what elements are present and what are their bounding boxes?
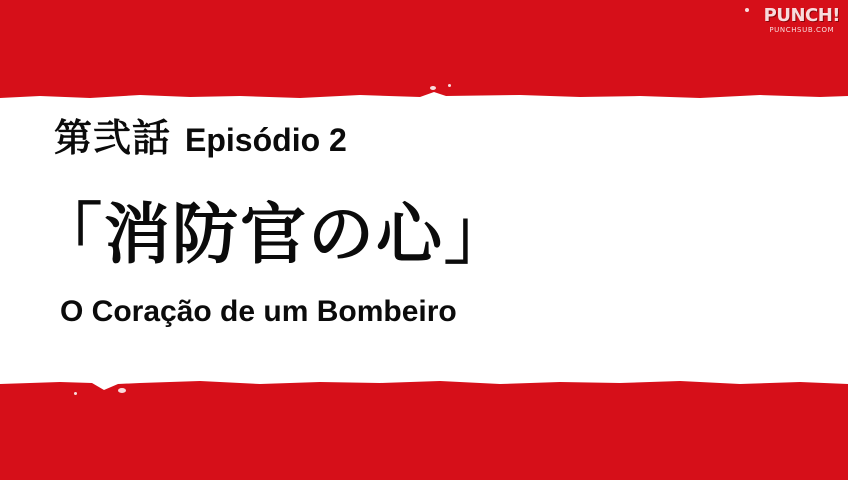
speck [448, 84, 451, 87]
episode-line [54, 112, 347, 164]
title-portuguese: O Coração de um Bombeiro [60, 295, 457, 328]
watermark-brand: PUNCH! [763, 5, 840, 26]
title-japanese: 「消防官の心」 [36, 196, 512, 273]
watermark-logo [764, 6, 840, 34]
watermark-url: PUNCHSUB.COM [769, 26, 835, 34]
red-band-top [0, 0, 848, 96]
speck [118, 388, 126, 393]
speck [74, 392, 77, 395]
episode-kanji: 第弐話 [54, 116, 172, 160]
speck [745, 8, 749, 12]
episode-label: Episódio 2 [185, 122, 347, 158]
speck [430, 86, 436, 90]
red-band-bottom [0, 384, 848, 480]
